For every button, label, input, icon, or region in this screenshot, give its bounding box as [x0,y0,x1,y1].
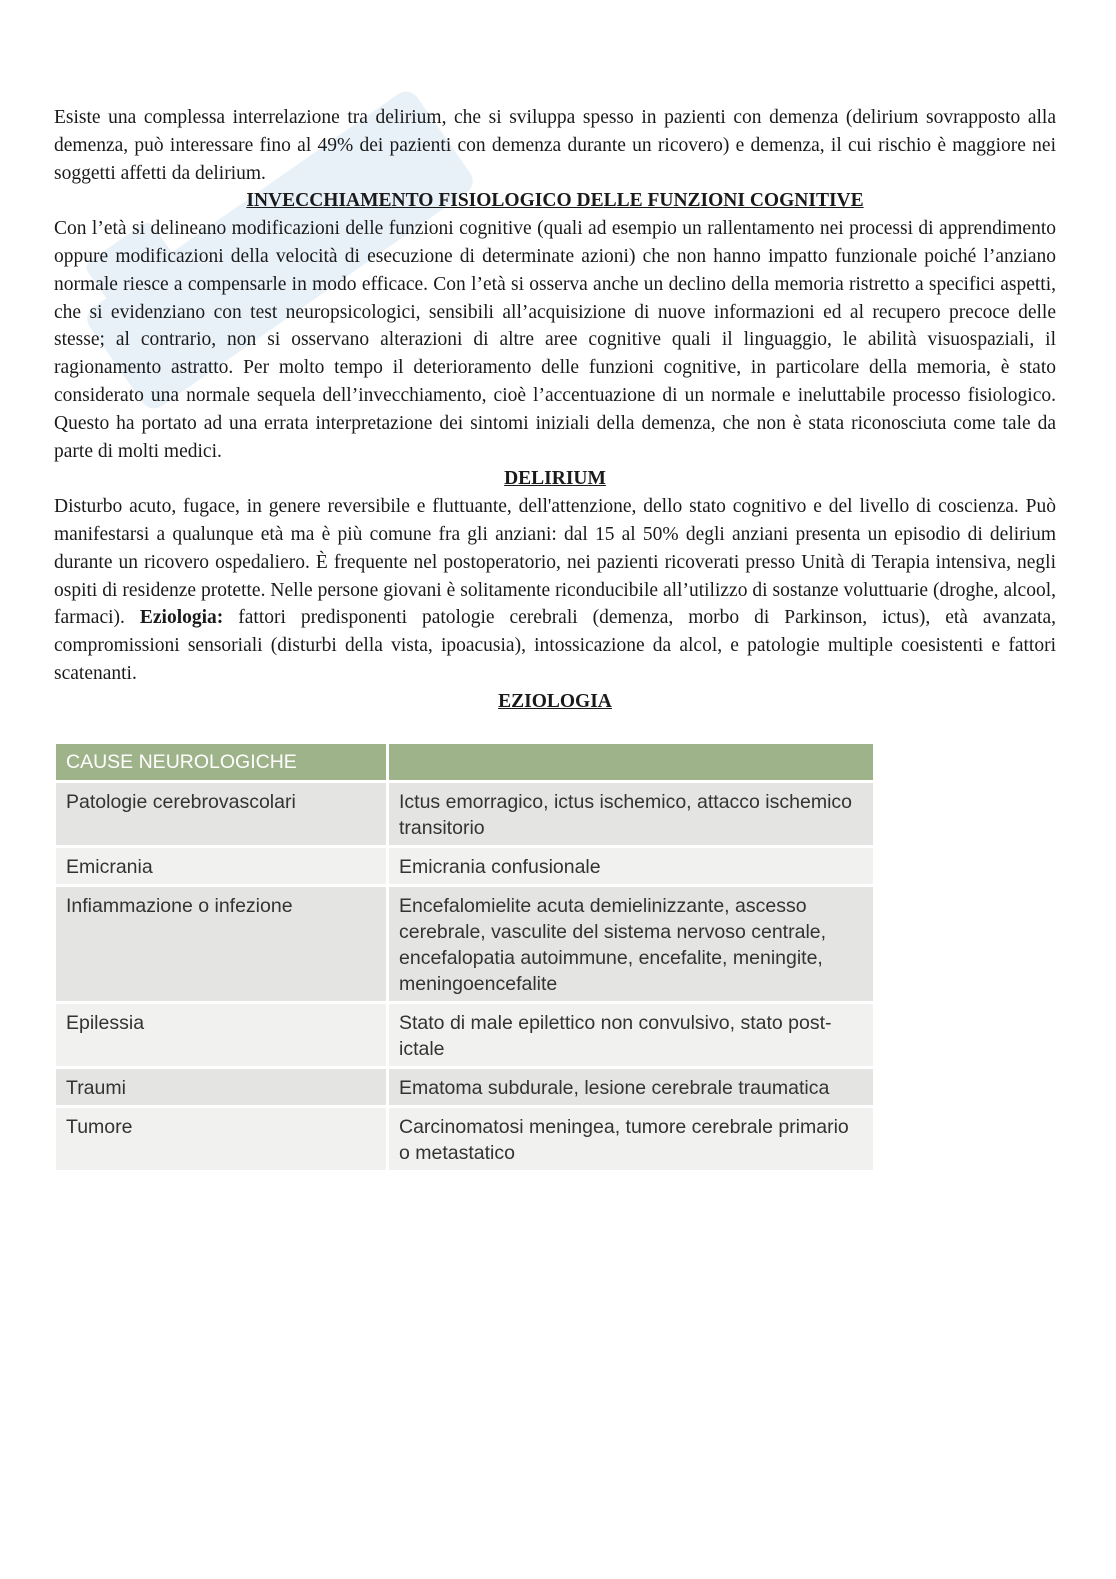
detail-cell: Ictus emorragico, ictus ischemico, attacco ischemico transitorio [388,782,875,847]
table-row [56,782,875,847]
delirium-paragraph [54,493,1056,688]
etiology-table [56,744,876,1173]
etiology-heading: EZIOLOGIA [498,690,612,712]
table-header-cell [388,744,875,782]
detail-cell: Encefalomielite acuta demielinizzante, ascesso cerebrale, vasculite del sistema nervoso centrale, encefalopatia autoimmune, encefalite, meningite, meningoencefalite [388,886,875,1003]
intro-paragraph: Esiste una complessa interrelazione tra delirium, che si sviluppa spesso in pazienti con demenza (delirium sovrapposto alla demenza, può interessare fino al 49% dei pazienti con demenza durante un ricovero) e demenza, il cui rischio è maggiore nei soggetti affetti da delirium. [54,107,1056,184]
cause-cell: Emicrania [56,847,388,886]
aging-paragraph: Con l’età si delineano modificazioni delle funzioni cognitive (quali ad esempio un rallentamento nei processi di apprendimento oppure modificazioni della velocità di esecuzione di determinate azioni) che non hanno impatto funzionale poiché l’anziano normale riesce a compensarle in modo efficace. Con l’età si osserva anche un declino della memoria ristretto a specifici aspetti, che si evidenziano con test neuropsicologici, sensibili all’acquisizione di nuove informazioni ed al recupero precoce delle stesse; al contrario, non si osservano alterazioni di altre aree cognitive quali il linguaggio, le abilità visuospaziali, il ragionamento astratto. Per molto tempo il deterioramento delle funzioni cognitive, in particolare della memoria, è stato considerato una normale sequela dell’invecchiamento, cioè l’accentuazione di un normale e ineluttabile processo fisiologico. Questo ha portato ad una errata interpretazione dei sintomi iniziali della demenza, che non è stata riconosciuta come tale da parte di molti medici. [54,218,1056,462]
delirium-heading: DELIRIUM [504,468,606,490]
detail-cell: Ematoma subdurale, lesione cerebrale traumatica [388,1068,875,1107]
detail-cell: Emicrania confusionale [388,847,875,886]
etiology-label: Eziologia: [139,607,224,629]
table-row [56,1107,875,1172]
cause-cell: Traumi [56,1068,388,1107]
cause-cell: Infiammazione o infezione [56,886,388,1003]
table-header-row [56,744,875,782]
cause-cell: Patologie cerebrovascolari [56,782,388,847]
detail-cell: Stato di male epilettico non convulsivo, stato post-ictale [388,1003,875,1068]
aging-heading: INVECCHIAMENTO FISIOLOGICO DELLE FUNZIONI COGNITIVE [246,190,864,212]
table-header-cell: CAUSE NEUROLOGICHE [56,744,388,782]
table-row [56,1003,875,1068]
table-row [56,847,875,886]
cause-cell: Epilessia [56,1003,388,1068]
detail-cell: Carcinomatosi meningea, tumore cerebrale primario o metastatico [388,1107,875,1172]
table-row [56,1068,875,1107]
delirium-text-b: fattori predisponenti patologie cerebrali (demenza, morbo di Parkinson, ictus), età avanzata, compromissioni sensoriali (disturbi della vista, ipoacusia), intossicazione da alcol, e patologie multiple coesistenti e fattori scatenanti. [54,607,1056,684]
delirium-text-a: Disturbo acuto, fugace, in genere reversibile e fluttuante, dell'attenzione, dello stato cognitivo e del livello di coscienza. Può manifestarsi a qualunque età ma è più comune fra gli anziani: dal 15 al 50% degli anziani presenta un episodio di delirium durante un ricovero ospedaliero. È frequente nel postoperatorio, nei pazienti ricoverati presso Unità di Terapia intensiva, negli ospiti di residenze protette. Nelle persone giovani è solitamente riconducibile all’utilizzo di sostanze voluttuarie (droghe, alcool, farmaci). [54,496,1056,629]
table-row [56,886,875,1003]
document-page [54,104,1056,716]
cause-cell: Tumore [56,1107,388,1172]
